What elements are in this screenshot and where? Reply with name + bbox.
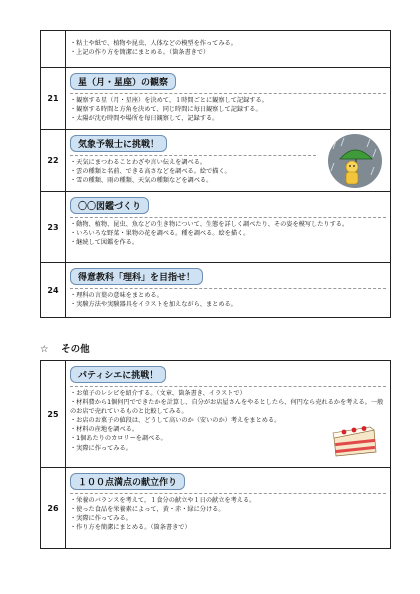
list-item: ・上記の作り方を簡潔にまとめる。（箇条書きで） [70, 49, 210, 57]
list-item: ・実際に作ってみる。 [70, 515, 132, 523]
activity-title: １００点満点の献立作り [70, 473, 185, 490]
section-title: その他 [61, 344, 90, 355]
list-item: ・いろいろな野菜・果物の花を調べる。種を調べる。絵を描く。 [70, 230, 250, 238]
row-number: 24 [41, 263, 66, 317]
list-item: ・理科の言葉の意味をまとめる。 [70, 292, 163, 299]
activity-title: パティシエに挑戦！ [70, 366, 166, 383]
list-item: ・太陽が沈む時間や場所を毎日観察して、記録する。 [70, 115, 219, 123]
activity-table-other [40, 360, 391, 549]
strawberry-cake-icon [330, 424, 380, 458]
rain-child-umbrella-icon [326, 133, 384, 189]
divider [70, 288, 386, 289]
list-item: ・雪の種類、雨の種類、天気の種類などを調べる。 [70, 177, 213, 185]
list-item: ・観察する星（月・星座）を決めて、１時間ごとに観察して記録する。 [70, 97, 268, 104]
divider [70, 155, 316, 156]
table-row [41, 192, 390, 263]
row-number: 25 [41, 361, 66, 467]
table-row [41, 361, 390, 468]
list-item: ・お菓子のレシピを紹介する。（文章、箇条書き、イラストで） [70, 390, 246, 397]
divider [70, 386, 386, 387]
list-item: ・使った食品を栄養素によって，黄・赤・緑に分ける。 [70, 506, 225, 514]
table-row [41, 468, 390, 548]
table-row [41, 130, 390, 192]
row-number: 26 [41, 468, 66, 548]
list-item: ・観察する時間と方角を決めて、同じ時間に毎日観察して記録する。 [70, 106, 262, 114]
activity-title: 得意教科「理科」を目指せ！ [70, 268, 203, 285]
section-heading [40, 341, 90, 355]
list-item: ・粘土や紙で、植物や昆虫、人体などの模型を作ってみる。 [70, 40, 237, 47]
list-item: ・材料費から1個何円でできたかを計算し、自分がお店屋さんをやるとしたら、何円なら売れるかを考える。一般のお店で売れているものと比較してみる。 [70, 399, 384, 416]
list-item: ・継続して図鑑を作る。 [70, 239, 139, 247]
divider [70, 93, 386, 94]
list-item: ・作り方を簡潔にまとめる。（箇条書きで） [70, 524, 191, 532]
list-item: ・お店のお菓子の値段は、どうして高いのか（安いのか）考えをまとめる。 [70, 417, 281, 425]
row-number: 23 [41, 192, 66, 262]
activity-table-science [40, 30, 391, 318]
table-row [41, 31, 390, 68]
list-item: ・天気にまつわることわざや言い伝えを調べる。 [70, 159, 207, 166]
activity-title: 〇〇図鑑づくり [70, 197, 149, 214]
list-item: ・材料の産地を調べる。 [70, 426, 139, 434]
table-row [41, 263, 390, 317]
list-item: ・1個あたりのカロリーを調べる。 [70, 435, 167, 443]
list-item: ・雲の種類と名前、できる高さなどを調べる。絵で描く。 [70, 168, 231, 176]
row-number: 22 [41, 130, 66, 191]
list-item: ・実際に作ってみる。 [70, 444, 132, 452]
list-item: ・実験方法や実験器具をイラストを加えながら、まとめる。 [70, 301, 237, 309]
divider [70, 217, 386, 218]
activity-title: 気象予報士に挑戦！ [70, 135, 167, 152]
star-icon: ☆ [40, 344, 49, 355]
divider [70, 493, 386, 494]
activity-title: 星（月・星座）の観察 [70, 73, 176, 90]
row-number [41, 31, 66, 67]
row-number: 21 [41, 68, 66, 129]
list-item: ・動物、植物、昆虫、魚などの生き物について、生態を詳しく調べたり、その姿を模写したりする。 [70, 221, 349, 228]
table-row [41, 68, 390, 130]
list-item: ・栄養のバランスを考えて，１食分の献立や１日の献立を考える。 [70, 497, 256, 504]
